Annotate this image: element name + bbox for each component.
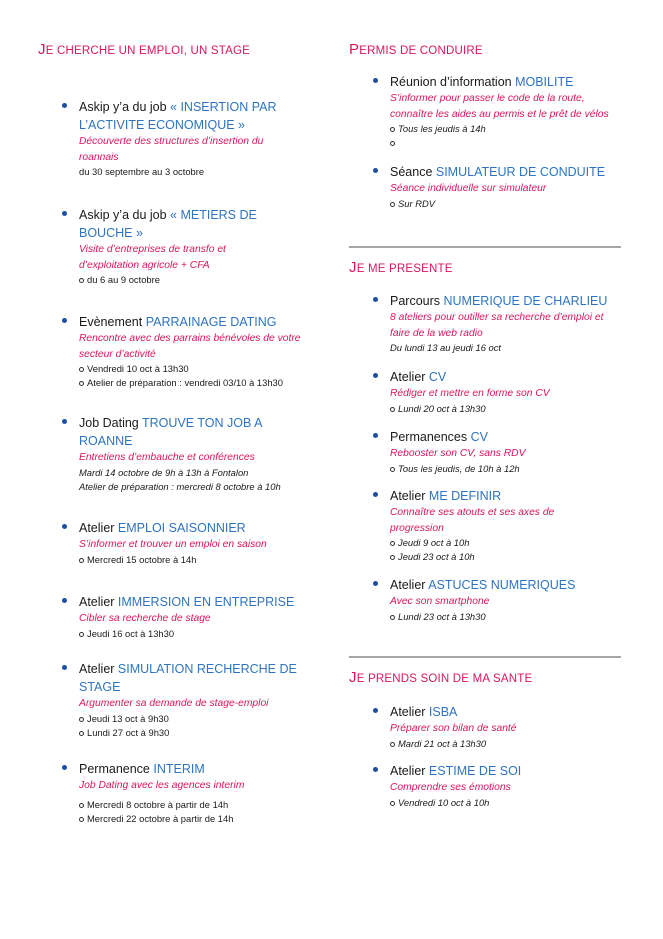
list-item [79, 593, 304, 641]
item-description: Entretiens d’embauche et conférences [79, 452, 255, 463]
bullet-icon [62, 318, 67, 323]
item-date: Vendredi 10 oct à 13h30 [79, 362, 304, 376]
bullet-icon [373, 767, 378, 772]
item-date: Mercredi 8 octobre à partir de 14h [79, 798, 304, 812]
heading-je-me-presente: JE ME PRESENTE [349, 259, 453, 276]
item-title: Permanences CV [390, 430, 488, 444]
list-item [390, 292, 620, 355]
item-date: Atelier de préparation : vendredi 03/10 à 13h30 [79, 376, 304, 390]
bullet-icon [373, 492, 378, 497]
item-description: Comprendre ses émotions [390, 782, 511, 793]
item-date: Sur RDV [390, 197, 615, 211]
item-description: Cibler sa recherche de stage [79, 613, 211, 624]
item-title: Atelier ASTUCES NUMERIQUES [390, 578, 576, 592]
item-description: Avec son smartphone [390, 596, 490, 607]
item-title: Réunion d’information MOBILITE [390, 75, 574, 89]
item-description: Job Dating avec les agences interim [79, 780, 245, 791]
bullet-icon [62, 524, 67, 529]
bullet-icon [373, 168, 378, 173]
section-divider [349, 656, 621, 658]
item-date: Lundi 27 oct à 9h30 [79, 726, 304, 740]
item-date: Mardi 14 octobre de 9h à 13h à Fontalon [79, 466, 249, 478]
list-item [79, 206, 274, 287]
bullet-icon [373, 78, 378, 83]
item-date: Lundi 23 oct à 13h30 [390, 610, 615, 624]
item-description: Séance individuelle sur simulateur [390, 183, 547, 194]
bullet-icon [62, 103, 67, 108]
item-title: Atelier IMMERSION EN ENTREPRISE [79, 595, 295, 609]
item-title: Job Dating TROUVE TON JOB A ROANNE [79, 416, 262, 448]
item-title: Atelier CV [390, 370, 447, 384]
bullet-icon [62, 665, 67, 670]
bullet-icon [62, 419, 67, 424]
list-item [79, 98, 294, 179]
item-description: Rédiger et mettre en forme son CV [390, 388, 550, 399]
list-item [79, 760, 304, 826]
list-item [390, 703, 615, 751]
item-date: Tous les jeudis à 14h [390, 122, 615, 136]
item-date: Jeudi 16 oct à 13h30 [79, 627, 304, 641]
item-description: Rebooster son CV, sans RDV [390, 448, 526, 459]
item-description: Rencontre avec des parrains bénévoles de votre secteur d’activité [79, 333, 301, 360]
bullet-icon [373, 433, 378, 438]
bullet-icon [373, 581, 378, 586]
item-date: Jeudi 23 oct à 10h [390, 550, 590, 564]
item-description: Découverte des structures d’insertion du roannais [79, 136, 264, 163]
list-item [390, 368, 615, 416]
item-date: Atelier de préparation : mercredi 8 octobre à 10h [79, 480, 281, 492]
item-description: Argumenter sa demande de stage-emploi [79, 698, 269, 709]
list-item [390, 487, 590, 564]
list-item [79, 313, 304, 390]
item-date: Mercredi 22 octobre à partir de 14h [79, 812, 304, 826]
list-item [79, 660, 304, 740]
item-description: Visite d’entreprises de transfo et d’exploitation agricole + CFA [79, 244, 226, 271]
item-description: Préparer son bilan de santé [390, 723, 517, 734]
item-title: Atelier ISBA [390, 705, 458, 719]
item-description: Connaître ses atouts et ses axes de progression [390, 507, 555, 534]
bullet-icon [373, 708, 378, 713]
bullet-icon [373, 373, 378, 378]
item-date: Vendredi 10 oct à 10h [390, 796, 615, 810]
list-item [79, 414, 304, 494]
item-description: 8 ateliers pour outiller sa recherche d’emploi et faire de la web radio [390, 312, 604, 339]
list-item [390, 576, 615, 624]
list-item [390, 762, 615, 810]
item-description: S’informer et trouver un emploi en saison [79, 539, 267, 550]
item-title: Atelier EMPLOI SAISONNIER [79, 521, 246, 535]
item-title: Atelier SIMULATION RECHERCHE DE STAGE [79, 662, 297, 694]
item-date: du 30 septembre au 3 octobre [79, 166, 205, 177]
item-title: Permanence INTERIM [79, 762, 205, 776]
item-date: Mercredi 15 octobre à 14h [79, 553, 304, 567]
list-item [390, 428, 615, 476]
item-title: Parcours NUMERIQUE DE CHARLIEU [390, 294, 608, 308]
heading-sante: JE PRENDS SOIN DE MA SANTE [349, 669, 533, 686]
item-date: Jeudi 13 oct à 9h30 [79, 712, 304, 726]
bullet-icon [373, 297, 378, 302]
section-divider [349, 246, 621, 248]
item-title: Atelier ESTIME DE SOI [390, 764, 522, 778]
bullet-icon [62, 211, 67, 216]
list-item [390, 163, 615, 211]
item-title: Evènement PARRAINAGE DATING [79, 315, 277, 329]
item-description: S’informer pour passer le code de la route, connaître les aides au permis et le prêt de vélos [390, 93, 609, 120]
list-item [390, 73, 615, 150]
item-date: Du lundi 13 au jeudi 16 oct [390, 342, 502, 353]
item-title: Askip y’a du job « METIERS DE BOUCHE » [79, 208, 257, 240]
heading-permis-conduire: PERMIS DE CONDUIRE [349, 41, 483, 58]
bullet-icon [62, 598, 67, 603]
item-date: Mardi 21 oct à 13h30 [390, 737, 615, 751]
heading-emploi-stage: JE CHERCHE UN EMPLOI, UN STAGE [38, 41, 251, 58]
item-date: du 6 au 9 octobre [79, 273, 274, 287]
item-title: Atelier ME DEFINIR [390, 489, 502, 503]
item-date: Tous les jeudis, de 10h à 12h [390, 462, 615, 476]
item-title: Askip y’a du job « INSERTION PAR L’ACTIVITE ECONOMIQUE » [79, 100, 277, 132]
bullet-icon [62, 765, 67, 770]
empty-sub-item [390, 136, 615, 150]
item-date: Lundi 20 oct à 13h30 [390, 402, 615, 416]
item-date: Jeudi 9 oct à 10h [390, 536, 590, 550]
item-title: Séance SIMULATEUR DE CONDUITE [390, 165, 606, 179]
list-item [79, 519, 304, 567]
